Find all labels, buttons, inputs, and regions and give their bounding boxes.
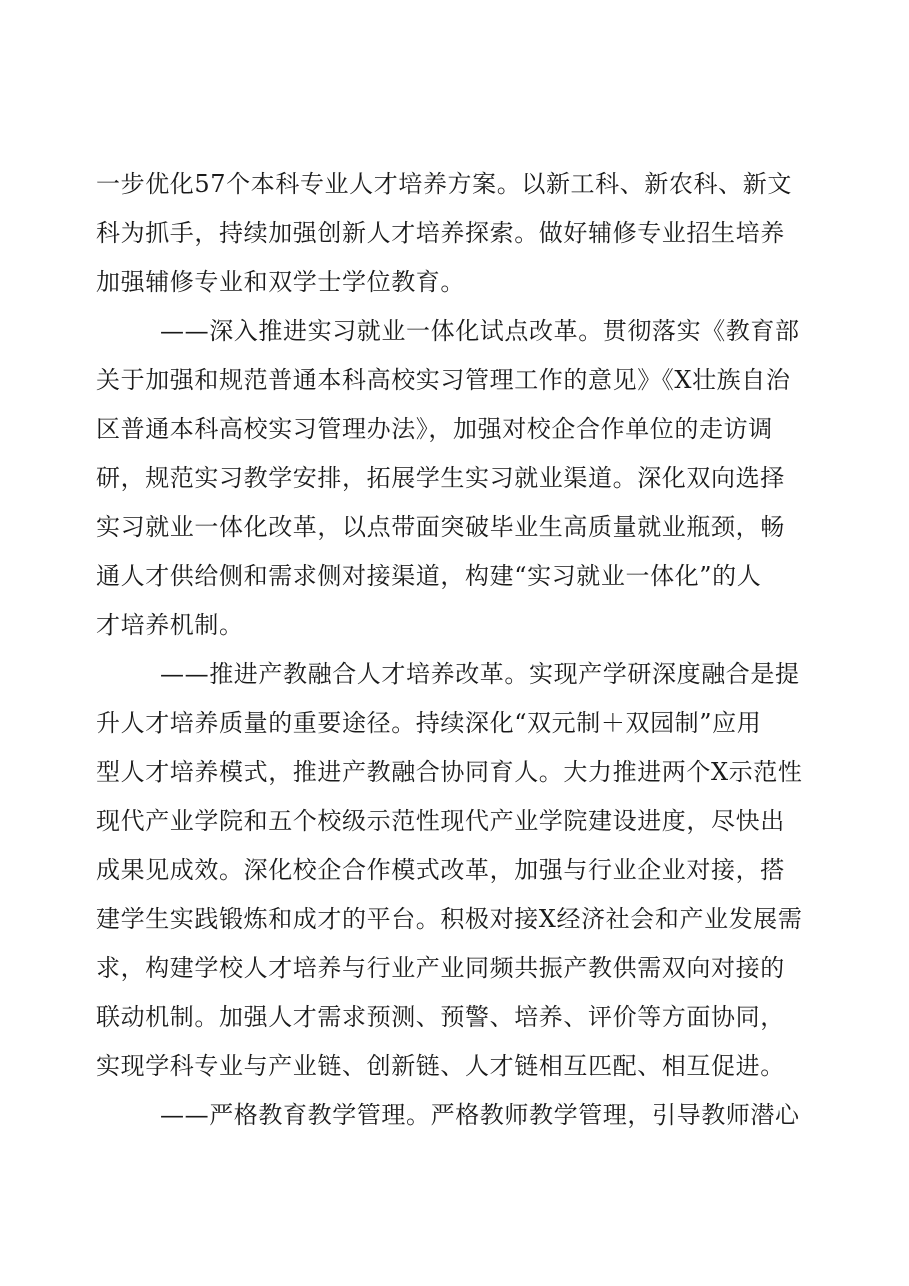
text-line: ——严格教育教学管理。严格教师教学管理，引导教师潜心 [160, 1101, 800, 1129]
paragraph-2 [96, 307, 826, 650]
text-line: 实现学科专业与产业链、创新链、人才链相互匹配、相互促进。 [96, 1052, 785, 1080]
text-line: 升人才培养质量的重要途径。持续深化“双元制＋双园制”应用 [96, 709, 762, 737]
text-line: 一步优化57个本科专业人才培养方案。以新工科、新农科、新文 [96, 170, 792, 198]
text-line: 成果见成效。深化校企合作模式改革，加强与行业企业对接，搭 [96, 856, 785, 884]
text-line: 区普通本科高校实习管理办法》，加强对校企合作单位的走访调 [96, 415, 773, 443]
text-line: ——深入推进实习就业一体化试点改革。贯彻落实《教育部 [160, 317, 800, 345]
text-line: ——推进产教融合人才培养改革。实现产学研深度融合是提 [160, 660, 800, 688]
text-line: 加强辅修专业和双学士学位教育。 [96, 268, 465, 296]
text-line: 现代产业学院和五个校级示范性现代产业学院建设进度，尽快出 [96, 807, 785, 835]
paragraph-1 [96, 160, 826, 307]
text-line: 求，构建学校人才培养与行业产业同频共振产教供需双向对接的 [96, 954, 785, 982]
text-line: 联动机制。加强人才需求预测、预警、培养、评价等方面协同， [96, 1003, 785, 1031]
text-line: 科为抓手，持续加强创新人才培养探索。做好辅修专业招生培养 [96, 219, 785, 247]
text-line: 研，规范实习教学安排，拓展学生实习就业渠道。深化双向选择 [96, 464, 785, 492]
text-line: 关于加强和规范普通本科高校实习管理工作的意见》《X壮族自治 [96, 366, 791, 394]
text-line: 实习就业一体化改革，以点带面突破毕业生高质量就业瓶颈，畅 [96, 513, 785, 541]
text-line: 型人才培养模式，推进产教融合协同育人。大力推进两个X示范性 [96, 758, 803, 786]
paragraph-4 [96, 1091, 826, 1140]
text-line: 才培养机制。 [96, 611, 244, 639]
paragraph-3 [96, 650, 826, 1091]
text-line: 建学生实践锻炼和成才的平台。积极对接X经济社会和产业发展需 [96, 905, 803, 933]
document-body [96, 160, 826, 1140]
text-line: 通人才供给侧和需求侧对接渠道，构建“实习就业一体化”的人 [96, 562, 762, 590]
